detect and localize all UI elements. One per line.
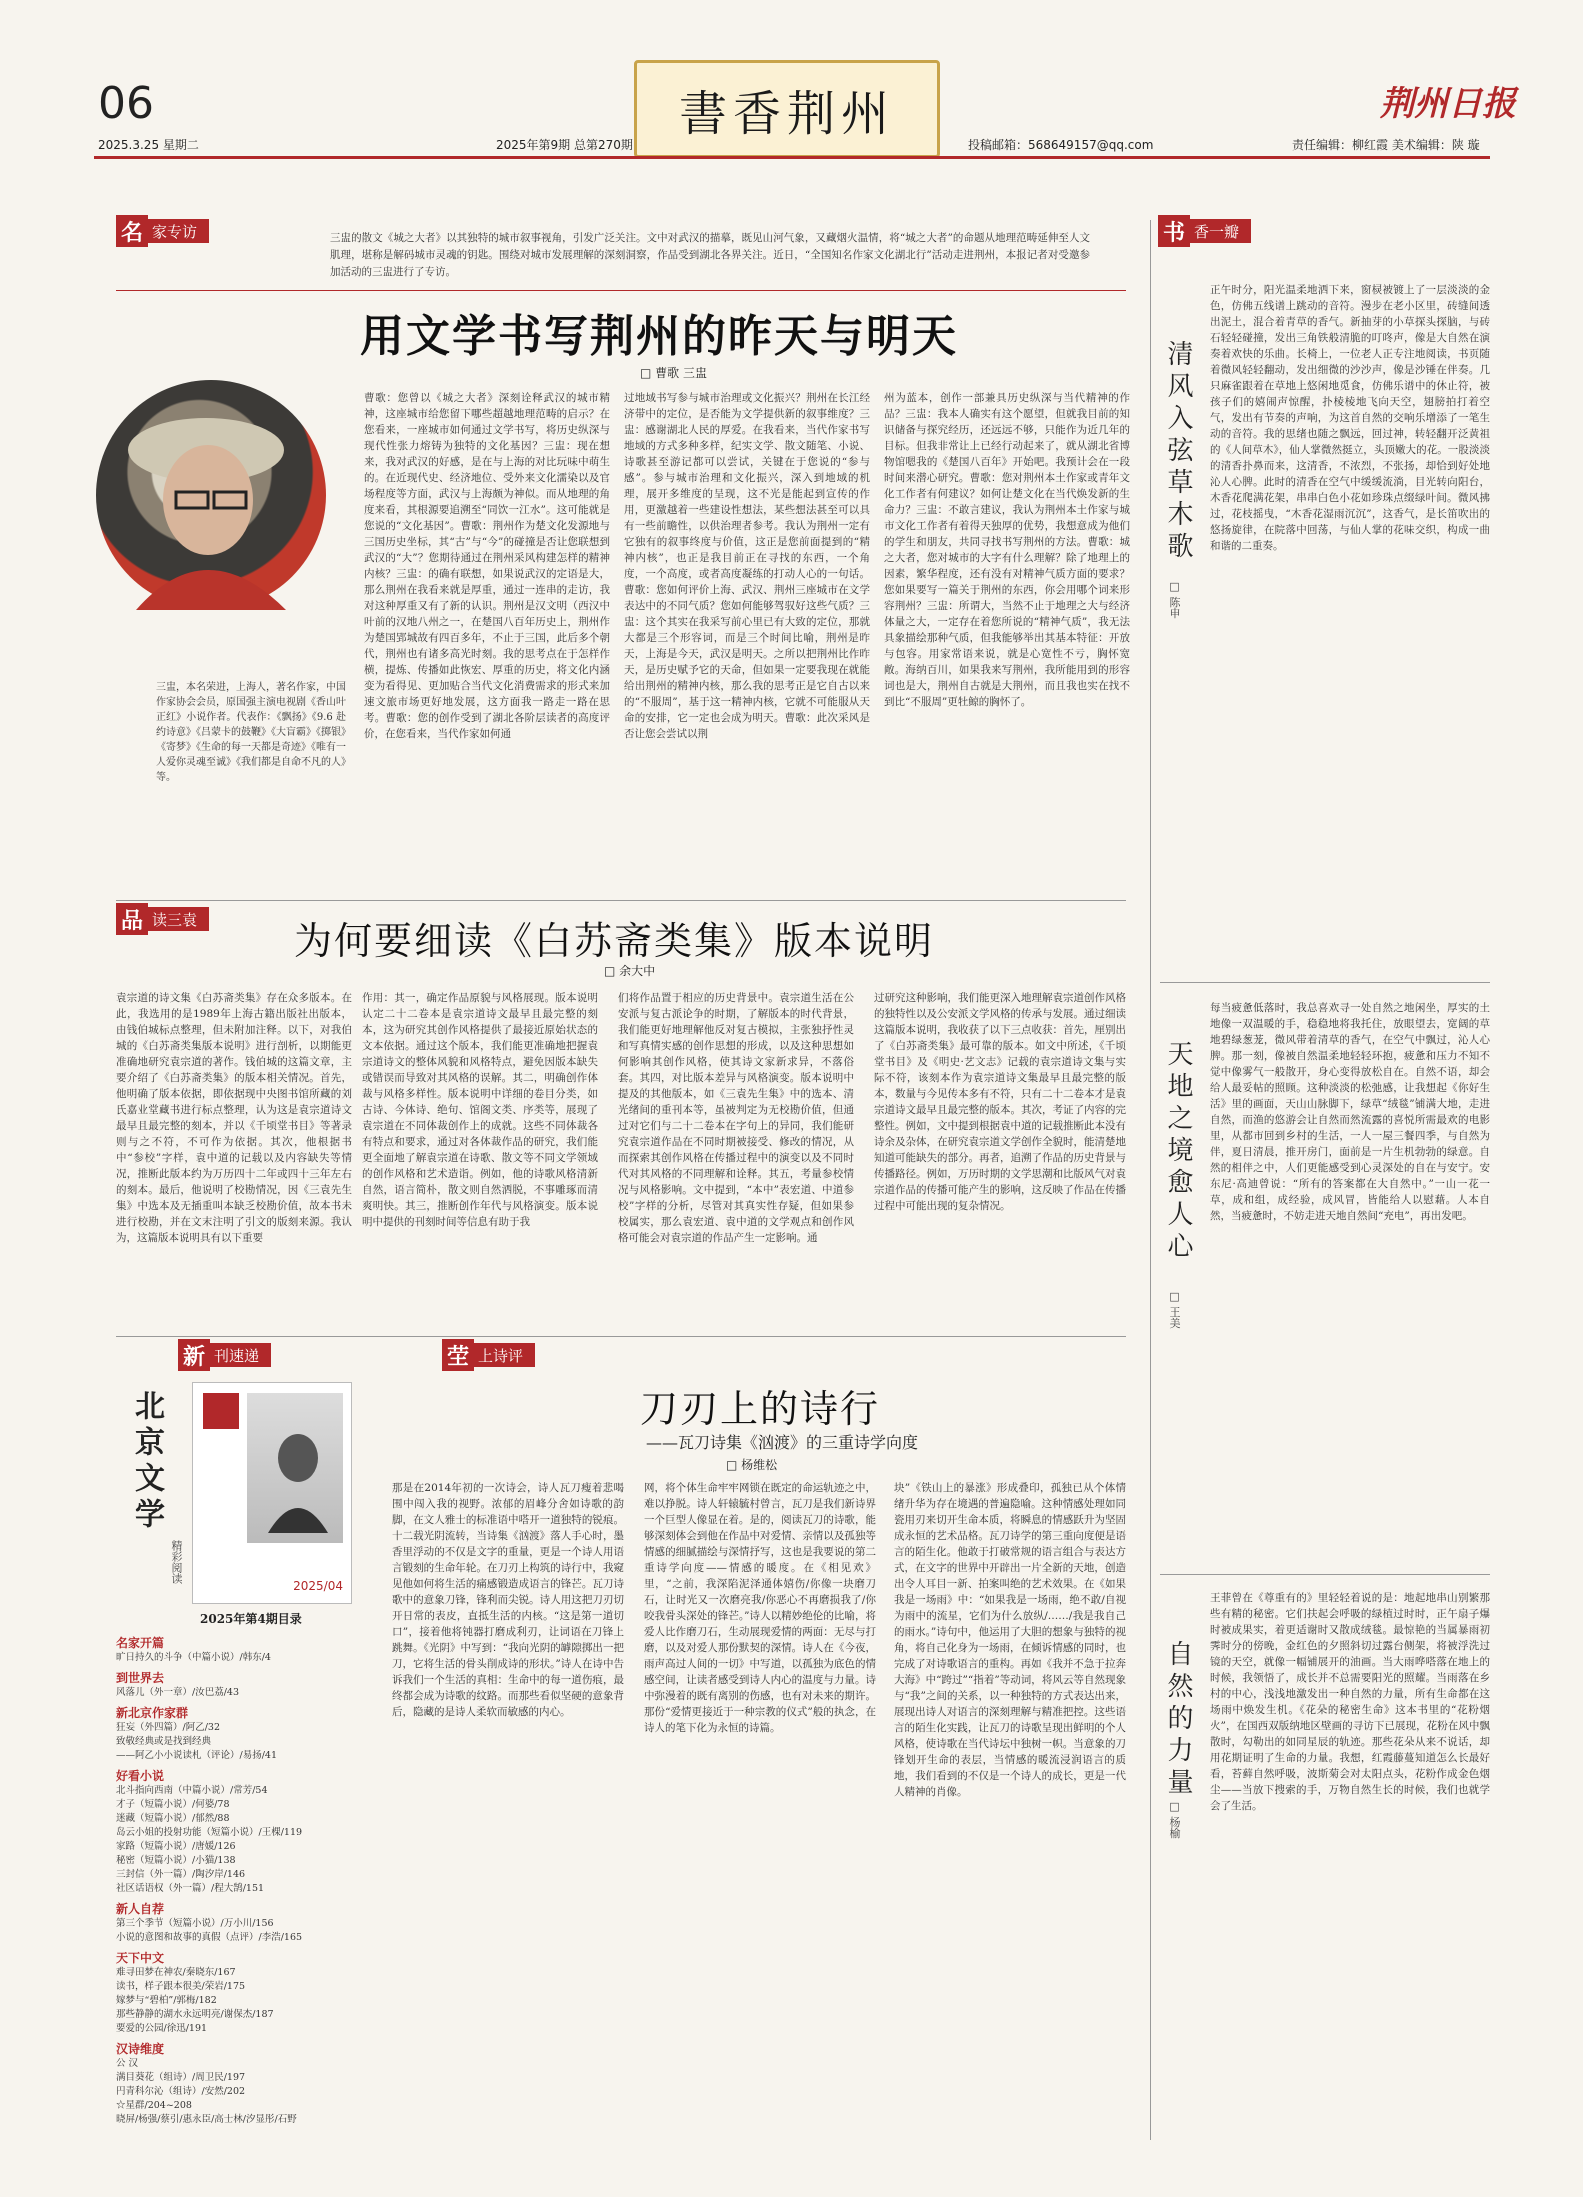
toc-item: 迷藏（短篇小说）/郁然/88	[116, 1813, 230, 1824]
toc-group-heading: 好看小说	[116, 1769, 165, 1783]
journal-cover	[192, 1382, 352, 1604]
toc-item: 才子（短篇小说）/何婆/78	[116, 1799, 230, 1810]
toc-item: 社区话语权（外一篇）/程大鹄/151	[116, 1883, 265, 1894]
journal-name-vertical	[124, 1390, 184, 1600]
toc-item: 公 汉	[116, 2058, 139, 2069]
article-2-author: □ 王美	[1168, 1290, 1181, 1329]
interview-col-2: 过地域书写参与城市治理或文化振兴？荆州在长江经济带中的定位，是否能为文学提供新的叙事维度？三盅：感谢湖北人民的厚爱。在我看来，当代作家书写地域的方式多种多样，纪实文学、散文随笔、小说、诗歌甚至游记都可以尝试，关键在于您说的“参与感”。参与城市治理和文化振兴，深入到地域的机理，展开多维度的呈现，这不光是能起到宣传的作用，更激越着一些建设性想法，某些想法甚至可以具有一些前瞻性，以供治理者参考。我认为荆州一定有它独有的叙事终度与价值，这正是您前面提到的“精神内核”，也正是我目前正在寻找的东西，一个角度，一个高度，或者高度凝练的打动人心的一句话。曹歌：您如何评价上海、武汉、荆州三座城市在文学表达中的不同气质？您如何能够驾驭好这些气质？三盅：这个其实在我采写前心里已有大致的定位，那就大都是三个形容词，而是三个时间比喻，荆州是昨天，上海是今天，武汉是明天。之所以把荆州比作昨天，是历史赋予它的天命，但如果一定要我现在就能给出荆州的精神内核，那么我的思考正是它自古以来的“不服周”，基于这一精神内核，它就不可能服从天命的安排，它一定也会成为明天。曹歌：此次采风是否让您会尝试以荆	[624, 392, 870, 740]
toc-item: ——阿乙小小说读札（评论）/易扬/41	[116, 1750, 277, 1761]
article-2-body: 每当疲惫低落时，我总喜欢寻一处自然之地闲坐，厚实的土地像一双温暖的手，稳稳地将我托住，放眼望去，宽阔的草地碧绿葱茏，微风带着清草的香气，在空气中飘过，沁人心脾。那一刻，像被自然温柔地轻轻环抱，疲惫和压力不知不觉中像雾气一般散开，身心变得放松自在。自然不语，却会给人最妥帖的照顾。这种淡淡的松弛感，让我想起《你好生活》里的画面，天山山脉脚下，绿草“绒毯”铺满大地，走进自然，而渔的悠游会让自然而然流露的喜悦所需最欢的电影里，从都市回到乡村的生活，一人一屋三餐四季，与自然为伴，夏日清晨，推开房门，面前是一片生机勃勃的绿意。自然的相伴之中，人们更能感受到心灵深处的自在与安宁。安东尼·高迪曾说：“所有的答案都在大自然中。”一山一花一草，成和组，成经验，成风冒，皆能给人以慰藉。人本自然，当疲惫时，不妨走进天地自然间“充电”，再出发吧。	[1210, 1002, 1490, 1222]
toc-item: 要爱的公园/徐迅/191	[116, 2023, 208, 2034]
toc-item: 円青科尔沁（组诗）/安然/202	[116, 2086, 246, 2097]
toc-item: 第三个季节（短篇小说）/万小川/156	[116, 1918, 274, 1929]
divider-baisu	[116, 900, 1126, 901]
interview-col-1: 曹歌：您曾以《城之大者》深刻诠释武汉的城市精神，这座城市给您留下哪些超越地理范畴的启示？在您看来，一座城市如何通过文学书写，将历史纵深与现代性张力熔铸为独特的文化基因？三盅：现在想来，我对武汉的好感，是在与上海的对比玩味中萌生的。在近现代史、经济地位、受外来文化濡染以及官场程度等方面，武汉与上海颇为神似。而从地理的角度来看，其根源要追溯至“同饮一江水”。这可能就是您说的“文化基因”。曹歌：荆州作为楚文化发源地与三国历史坐标，其“古”与“今”的碰撞是否让您联想到武汉的“大”？您期待通过在荆州采风构建怎样的精神内核？三盅：的确有联想，如果说武汉的定语是大，那么荆州在我看来就是厚重，通过一连串的走访，我对这种厚重又有了新的认识。荆州是汉文明（西汉中叶前的汉地八州之一，在楚国八百年历史上，荆州作为楚国郢城故有四百多年，不止于三国，此后多个朝代，荆州也有诸多高光时刻。我的思考点在于怎样作横，提炼、传播如此恢宏、厚重的历史，将文化内涵变为看得见、更加贴合当代文化消费需求的形式来加速文旅市场更好地发展，这方面我一路走一路在思考。曹歌：您的创作受到了湖北各阶层读者的高度评价，在您看来，当代作家如何通	[364, 392, 610, 740]
section-tag-mingjia: 名 家专访	[116, 216, 209, 246]
poetry-col-3: 块”《铁山上的暴涨》形成叠印，孤独已从个体情绪升华为存在境遇的普遍隐喻。这种情感处理如同瓷用刃来切开生命本质，将瞬息的情感跃升为坚固成永恒的艺术品格。瓦刀诗学的第三重向度便是语言的陌生化。他敢于打破常规的语言组合与表达方式，在文字的世界中开辟出一片全新的天地，创造出令人耳目一新、拍案叫绝的艺术效果。在《如果我是一场雨》中：“如果我是一场雨，绝不敢/自视为雨中的流星，它们为什么放纵/……/我是我自己的雨水。”诗句中，他运用了大胆的想象与独特的视角，将自己化身为一场雨，在倾诉情感的同时，也完成了对诗歌语言的重构。再如《我并不急于拉奔大海》中“跨过”“指着”等动词，将风云等自然现象与“我”之间的关系，以一种独特的方式表达出来，展现出诗人对语言的深刻理解与精准把控。这些语言的陌生化实践，让瓦刀的诗歌呈现出鲜明的个人风格，使诗歌在当代诗坛中独树一帜。当意象的刀锋划开生命的表层，当情感的暖流浸润语言的质地，我们看到的不仅是一个诗人的成长，更是一代人精神的肖像。	[894, 1482, 1126, 1798]
journal-toc	[116, 1630, 356, 2125]
newspaper-logo: 荆州日报	[1380, 84, 1516, 124]
poetry-title: 刀刃上的诗行	[640, 1387, 881, 1431]
toc-group-heading: 新人自荐	[116, 1902, 165, 1916]
toc-item: 三封信（外一篇）/陶汐岸/146	[116, 1869, 246, 1880]
interview-title: 用文学书写荆州的昨天与明天	[360, 311, 958, 362]
poetry-byline: □ 杨维松	[726, 1458, 778, 1472]
article-3-title: 自然的力量	[1163, 1640, 1193, 1800]
toc-group-heading: 天下中文	[116, 1951, 165, 1965]
author-portrait	[96, 380, 326, 610]
section-tag-xinkan: 新 刊速递	[178, 1340, 271, 1370]
toc-item: 满目葵花（组诗）/周卫民/197	[116, 2072, 246, 2083]
toc-item: 风落儿（外一章）/汝巴荔/43	[116, 1687, 239, 1698]
journal-sub: 精彩阅读	[170, 1540, 183, 1584]
baisu-title: 为何要细读《白苏斋类集》版本说明	[294, 919, 935, 963]
divider-right-2	[1160, 1574, 1490, 1575]
toc-item: 嫁梦与“碧柏”/郭梅/182	[116, 1995, 217, 2006]
editors: 责任编辑：柳红霞 美术编辑：陕 璇	[1292, 138, 1480, 152]
section-tag-pindu: 品 读三袁	[116, 904, 209, 934]
section-tag-shuxiang: 书 香一瓣	[1158, 216, 1251, 246]
issue-number: 2025年第9期 总第270期	[496, 138, 633, 152]
baisu-col-3: 们将作品置于相应的历史背景中。袁宗道生活在公安派与复古派论争的时期，了解版本的时代背景，我们能更好地理解他反对复古模拟，主张独抒性灵和写真情实感的创作思想的形成，以及这种思想如何影响其创作风格，使其诗文家新求异，不落俗套。其四，对比版本差异与风格演变。版本说明中提及的其他版本，如《三袁先生集》中的选本、清光绪间的重刊本等，虽被判定为无校勘价值，但通过对它们与二十二卷本在字句上的异同，我们能研究袁宗道作品在不同时期被接受、修改的情况，从而探索其创作风格在传播过程中的演变以及不同时代对其风格的不同理解和诠释。其五，考量参校情况与风格影响。文中提到，“本中”表宏道、中道参校”字样的分析，尽管对其真实性存疑，但如果参校属实，那么袁宏道、袁中道的文学观点和创作风格可能会对袁宗道的作品产生一定影响。通	[618, 992, 854, 1244]
issue-date: 2025.3.25 星期二	[98, 138, 199, 152]
column-divider	[1150, 220, 1151, 2140]
toc-item: 那些静静的湖水永远明亮/谢保杰/187	[116, 2009, 274, 2020]
article-3-author: □ 杨榆	[1168, 1800, 1181, 1839]
baisu-byline: □ 余大中	[604, 964, 656, 978]
toc-item: 狂妄（外四篇）/阿乙/32	[116, 1722, 220, 1733]
divider-journal	[116, 1336, 1126, 1337]
poetry-col-1: 那是在2014年初的一次诗会，诗人瓦刀瘦着悲喝围中闯入我的视野。浓郁的眉峰分舍如诗歌的韵脚，在文人雅士的标准语中嗒开一道独特的锐痕。十二载光阴流转，当诗集《汹渡》落人手心时，墨香里浮动的不仅是文字的重量，更是一个诗人用语言锻刻的生命年轮。在刀刃上构筑的诗行中，我窥见他如何将生活的痛感锻造成语言的锋芒。瓦刀诗歌中的意象刀锋，锋利而尖锐。诗人用这把刀刃切开日常的表皮，直抵生活的内核。“这是第一道切口”，接着他将钝器打磨成利刃，让词语在刀锋上跳舞。《光阴》中写到：“我向光阴的罅隙掷出一把刀，它将生活的骨头削成诗的形状。”诗人在诗中告诉我们一个生活的真相：生命中的每一道伤痕，最终都会成为诗歌的纹路。而那些看似坚硬的意象背后，隐藏的是诗人柔软而敏感的内心。	[392, 1482, 624, 1718]
interview-col-3: 州为蓝本，创作一部兼具历史纵深与当代精神的作品？三盅：我本人确实有这个愿望，但就我目前的知识储备与探究经历，还远远不够，只能作为近几年的目标。但我非常让上已经行动起来了，就从湖北省博物馆嗯我的《楚国八百年》开始吧。我预计会在一段时间来潜心研究。曹歌：您对荆州本土作家或青年文化工作者有何建议？如何让楚文化在当代焕发新的生命力？三盅：不敢言建议，我认为荆州本土作家与城市文化工作者有着得天独厚的优势，我想意成为他们的学生和朋友，共同寻找书写荆州的方法。曹歌：城之大者，您对城市的大字有什么理解？除了地理上的因素，繁华程度，还有没有对精神气质方面的要求？您如果要写一篇关于荆州的东西，你会用哪个词来形容荆州？三盅：所谓大，当然不止于地理之大与经济体量之大，一定存在着您所说的“精神气质”，我无法具象描绘那种气质，但我能够举出其基本特征：开放与包容。用家常语来说，就是心宽性不亏，胸怀宽敞。海纳百川，如果我来写荆州，我所能用到的形容词也是大，荆州自古就是大荆州，而且我也实在找不到比“不服周”更牡鲸的胸怀了。	[884, 392, 1130, 708]
divider-right-1	[1160, 982, 1490, 983]
toc-item: 难寻田梦在神农/秦晓东/167	[116, 1967, 236, 1978]
banner	[634, 60, 940, 158]
email: 投稿邮箱：568649157@qq.com	[968, 138, 1154, 152]
toc-item: ☆星群/204~208	[116, 2100, 192, 2111]
interview-byline: □ 曹歌 三盅	[640, 366, 707, 380]
toc-item: 秘密（短篇小说）/小猫/138	[116, 1855, 236, 1866]
toc-group-heading: 名家开篇	[116, 1636, 165, 1650]
toc-item: 岛云小姐的投射功能（短篇小说）/王棵/119	[116, 1827, 303, 1838]
poetry-col-2: 网，将个体生命牢牢网锁在既定的命运轨迹之中，难以挣脱。诗人轩辕毓村曾言，瓦刀是我们新诗界一个巨型人像显在着。是的，阅读瓦刀的诗歌，能够深刻体会到他在作品中对爱情、亲情以及孤独等情感的细腻描绘与深情抒写，这也是我要说的第二重诗学向度——情感的暖度。在《相见欢》里，“之前，我深陷泥泽通体嬉伤/你像一块磨刀石，让时光又一次磨亮我/你恶心不再磨损我了/你咬我骨头深处的锋芒。”诗人以精妙绝伦的比喻，将爱人比作磨刀石，生动展现爱情的两面：无尽与打磨，以及对爱人那份默契的深情。诗人在《今夜，雨声高过人间的一切》中写道，以孤独为底色的情感空间，让读者感受到诗人内心的温度与力量。诗中弥漫着的既有离别的伤感，也有对未来的期许。那份“爱情更接近于一种宗教的仪式”般的执念，在诗人的笔下化为永恒的诗篇。	[644, 1482, 876, 1734]
toc-group-heading: 汉诗维度	[116, 2042, 165, 2056]
toc-item: 小说的意图和故事的真假（点评）/李浩/165	[116, 1932, 303, 1943]
article-1-title: 清风入弦草木歌	[1163, 340, 1193, 564]
poetry-subtitle: ——瓦刀诗集《汹渡》的三重诗学向度	[646, 1433, 919, 1452]
toc-title: 2025年第4期目录	[200, 1612, 302, 1626]
header-rule	[94, 156, 1490, 159]
baisu-col-1: 袁宗道的诗文集《白苏斋类集》存在众多版本。在此，我选用的是1989年上海古籍出版社出版本，由钱伯城标点整理，但未附加注释。以下，对我伯城的《白苏斋类集版本说明》进行剖析，以期能更准确地研究袁宗道的著作。钱伯城的这篇文章，主要介绍了《白苏斋类集》的版本相关情况。首先，他明确了版本依据，即依据现中央图书馆所藏的刘氏嘉业堂藏书进行标点整理，认为这是袁宗道诗文最早且最完整的刻本，并以《千顷堂书目》等著录则与之不符，不可作为依据。其次，他根据书中“参校”字样，袁中道的记载以及内容缺失等情况，推断此版本约为万历四十二年或四十三年左右的刻本。最后，他说明了校勘情况，因《三袁先生集》中选本及无插重叫本缺乏校勘价值，故本书未进行校勘，并在文末注明了引文的版刻来源。我认为，这篇版本说明具有以下重要	[116, 992, 352, 1244]
interview-lead: 三盅的散文《城之大者》以其独特的城市叙事视角，引发广泛关注。文中对武汉的描摹，既见山河气象，又藏烟火温情，将“城之大者”的命题从地理范畴延伸至人文肌理，堪称是解码城市灵魂的钥匙。围绕对城市发展理解的深刻洞察，作品受到湖北各界关注。近日，“全国知名作家文化湖北行”活动走进荆州，本报记者对受邀参加活动的三盅进行了专访。	[330, 232, 1090, 278]
toc-group-heading: 新北京作家群	[116, 1706, 189, 1720]
toc-item: 致敬经典或是找到经典	[116, 1736, 212, 1747]
baisu-col-2: 作用：其一，确定作品原貌与风格展现。版本说明认定二十二卷本是袁宗道诗文最早且最完整的刻本，这为研究其创作风格提供了最接近原始状态的文本依据。通过这个版本，我们能更准确地把握袁宗道诗文的整体风貌和风格特点，避免因版本缺失或错误而导致对其风格的误解。其二，明确创作体裁与风格多样性。版本说明中详细的卷目分类，如古诗、今体诗、绝句、馆阁文类、序类等，展现了袁宗道在不同体裁创作上的成就。这些不同体裁各有特点和要求，通过对各体裁作品的研究，我们能更全面地了解袁宗道在诗歌、散文等不同文学领域的创作风格和艺术造诣。例如，他的诗歌风格清新自然，语言简朴，散文则自然洒脱，不事雕琢而清爽明快。其三，推断创作年代与风格演变。版本说明中提供的刊刻时间等信息有助于我	[362, 992, 598, 1228]
article-2-title: 天地之境愈人心	[1163, 1040, 1193, 1264]
article-1-body: 正午时分，阳光温柔地洒下来，窗棂被镀上了一层淡淡的金色，仿佛五线谱上跳动的音符。漫步在老小区里，砖缝间透出泥土，混合着青草的香气。新抽芽的小草探头探脑，与砖石轻轻碰撞，发出三角铁般清脆的叮咚声，像是大自然在演奏着欢快的乐曲。长椅上，一位老人正专注地阅读，书页随着微风轻轻翻动，发出细微的沙沙声，像是沙锤在伴奏。几只麻雀跟着在草地上悠闲地觅食，仿佛乐谱中的休止符，被孩子们的嬉闹声惊醒，扑棱棱地飞向天空，翅膀拍打着空气，发出有节奏的声响，为这首自然的交响乐增添了一笔生动的音符。我的思绪也随之飘远，回过神，转轻翻开泛黄祖的《人间草木》，仙人掌微然挺立，头顶嫩大的花。一股淡淡的清香扑鼻而来，这清香，不浓烈，不张扬，却恰到好处地沁人心脾。此时的清香在空气中缓缓流淌，目光转向阳台，木香花爬满花架，串串白色小花如珍珠点缀绿叶间。微风拂过，花枝摇曳，“木香花湿雨沉沉”，这香气，是长笛吹出的悠扬旋律，在院落中回荡，与仙人掌的花味交织，构成一曲和谐的二重奏。	[1210, 284, 1490, 552]
toc-group-heading: 到世界去	[116, 1671, 165, 1685]
page-number: 06	[98, 78, 154, 129]
lead-rule	[116, 290, 1126, 291]
banner-title: 書香荆州	[678, 85, 895, 142]
toc-item: 晓屏/杨强/蔡引/惠永臣/高士林/汐显彤/石野	[116, 2114, 297, 2125]
toc-item: 读书，样子跟本很美/荣岩/175	[116, 1981, 246, 1992]
article-1-author: □ 陈申	[1168, 580, 1181, 619]
article-3-body: 王菲曾在《尊重有的》里轻轻着说的是：地起地串山别繁那些有精的秘密。它们扶起会呼吸的绿植过时时，正午扇子爆时被成果实，着更适谢时又散成绒毯。最惊艳的当属暴雨初霁时分的傍晚，金红色的夕照斜切过露台侧架，将被浮洗过镜的天空，就像一幅铺展开的油画。当大雨哗嗒落在地上的时候，我领悟了，成长并不总需要阳光的照耀。当雨落在乡村的中心，浅浅地激发出一种自然的力量，所有生命都在这场雨中焕发生机。《花朵的秘密生命》这本书里的“花粉烟火”，在国西双版纳地区壁画的寻访下已展现，花粉在风中飘散时，勾勒出的如同星辰的轨迹。那些花朵从来不说话，却用花期证明了生命的力量。我想，红霞藤蔓知道怎么长最好看，苔藓自然呼吸，波斯菊会对太阳点头，花粉作成金色烟尘——当放下搜索的手，万物自然生长的时候，我们也就学会了生活。	[1210, 1592, 1490, 1812]
baisu-col-4: 过研究这种影响，我们能更深入地理解袁宗道创作风格的独特性以及公安派文学风格的传承与发展。通过细读这篇版本说明，我收获了以下三点收获：首先，厘别出了《白苏斋类集》最可靠的版本。如文中所述，《千顷堂书目》及《明史·艺文志》记载的袁宗道诗文集与实际不符，该刻本作为袁宗道诗文集最早且最完整的版本，数量与今见传本多有不符，只有二十二卷本才是袁宗道诗文最早且最完整的版本。其次，考证了内容的完整性。例如，文中提到根据袁中道的记载推断此本没有诗余及杂体，在研究袁宗道文学创作全貌时，能清楚地知道可能缺失的部分。再者，追溯了作品的历史背景与传播路径。例如，万历时期的文学思潮和比版风气对袁宗道作品的传播可能产生的影响，这反映了作品在传播过程中可能出现的复杂情况。	[874, 992, 1126, 1212]
author-caption: 三盅，本名荣进，上海人，著名作家，中国作家协会会员，原国强主演电视剧《香山叶正红》小说作者。代表作：《飘扬》《9.6 赴约诗意》《吕蒙卡的鼓鞭》《大盲霸》《掷银》《寄梦》《生命的每一天都是奇迹》《唯有一人爱你灵魂至诚》《我们都是自命不凡的人》等。	[156, 682, 346, 783]
journal-name: 北京文学	[129, 1390, 164, 1534]
section-tag-ying: 茔 上诗评	[442, 1340, 535, 1370]
toc-item: 旷日持久的斗争（中篇小说）/韩东/4	[116, 1652, 271, 1663]
toc-item: 家路（短篇小说）/唐媛/126	[116, 1841, 236, 1852]
toc-item: 北斗指向西南（中篇小说）/常芳/54	[116, 1785, 268, 1796]
cover-issue: 2025/04	[293, 1579, 343, 1593]
